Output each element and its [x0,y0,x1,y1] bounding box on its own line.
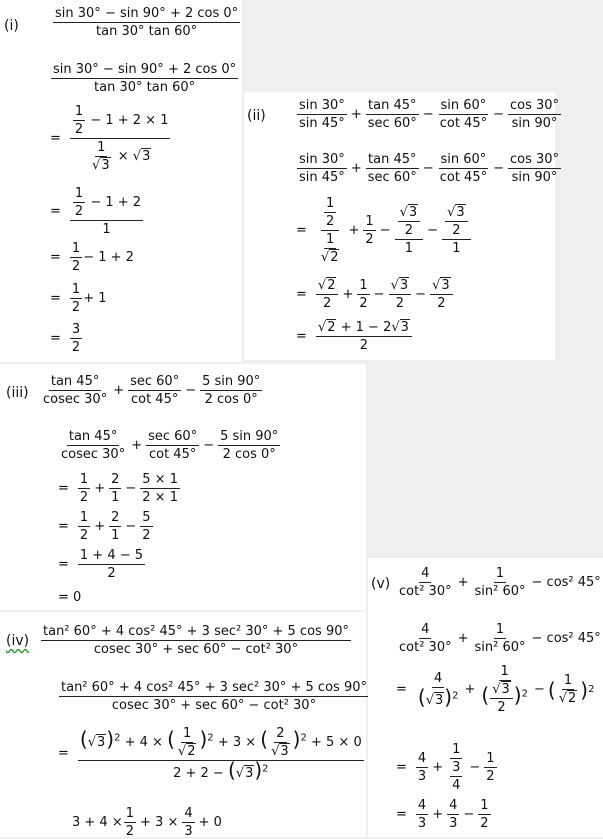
iii-question: $\frac{\tan 45^\circ}{cosec 30^\circ}$ + $\frac{\sec 60^\circ}{\cot 45^\circ}$ − $\frac{5 \sin 90^\circ}{2 \cos 0^\circ}$ [43,374,261,407]
iii-step0: $\frac{\tan 45^\circ}{cosec 30^\circ}$ + $\frac{\sec 60^\circ}{\cot 45^\circ}$ − $\frac{5 \sin 90^\circ}{2 \cos 0^\circ}$ [61,429,279,462]
iv-step0: $\frac{\text{tan² 60° + 4 cos² 45° + 3 sec² 30° + 5 cos 90°}}{\text{cosec 30° + sec 60° − cot² 30°}}$ [61,680,367,713]
ii-step0: $\frac{\sin 30^\circ}{\sin 45^\circ}$ + $\frac{\tan 45^\circ}{\sec 60^\circ}$ − $\frac{\sin 60^\circ}{\cot 45^\circ}$ − $\frac{\cos 30^\circ}{\sin 90^\circ}$ [299,152,560,185]
i-step4: = $\frac{1}{2}$ + 1 [50,282,107,315]
ii-step3: = $\frac{√2 + 1 - 2√3}{2}$ [296,320,413,353]
label-iv: (iv) [6,633,30,649]
label-ii: (ii) [247,108,266,124]
v-question: $\frac{4}{\text{cot² 30°}}$ + $\frac{1}{\text{sin² 60°}}$ − cos² 45° [399,566,601,599]
iv-step2: 3 + 4 × $\frac{1}{2}$ + 3 × $\frac{4}{3}$ + 0 [72,806,222,839]
ii-step2: = $\frac{√2}{2}$ + $\frac{1}{2}$ − $\frac{√3}{2}$ − $\frac{√3}{2}$ [296,278,454,311]
iii-step3: = $\frac{1 + 4 - 5}{2}$ [58,548,144,581]
v-step1: = $\frac{4}{(√3)^2}$ + 1 ( $\frac{√3}{2}$ )$^2$ − ( $\frac{1}{√2}$ ) 2 [396,664,595,715]
i-step3: = $\frac{1}{2}$ − 1 + 2 [50,241,134,274]
i-step5: = $\frac{3}{2}$ [50,322,81,355]
v-step2: = $\frac{4}{3}$ + $\frac{1}{\frac{3}{4}}$ − $\frac{1}{2}$ [396,742,495,793]
ii-question: $\frac{\sin 30^\circ}{\sin 45^\circ}$ + $\frac{\tan 45^\circ}{\sec 60^\circ}$ − $\frac{\sin 60^\circ}{\cot 45^\circ}$ − $\frac{\cos 30^\circ}{\sin 90^\circ}$ [299,98,560,131]
i-step2: = $\frac{1}{2}$ − 1 + 2 1 [50,186,142,237]
iii-step4: = 0 [58,590,82,605]
i-step0: $\frac{\sin 30^\circ - \sin 90^\circ + 2 \cos 0^\circ}{\tan 30^\circ \tan 60^\circ}$ [53,62,237,95]
iii-step2: = $\frac{1}{2}$ + $\frac{2}{1}$ − $\frac{5}{2}$ [58,510,151,543]
label-v: (v) [371,576,391,592]
label-iii: (iii) [6,385,29,401]
iv-step1: = $(√3)^2 + 4$ × ( $\frac{1}{√2}$ )$^2$ + 3 × ( $\frac{2}{√3}$ )$^2$ + 5 × 0 $2 + 2 - (√3)^2$ [58,726,362,782]
label-i: (i) [4,18,19,34]
iii-step1: = $\frac{1}{2}$ + $\frac{2}{1}$ − $\frac{5 \times 1}{2 \times 1}$ [58,472,178,505]
iv-question: $\frac{\text{tan² 60° + 4 cos² 45° + 3 sec² 30° + 5 cos 90°}}{\text{cosec 30° + sec 60° − cot² 30°}}$ [43,624,349,657]
ii-step1: = $\frac{\frac{1}{2}}{\frac{1}{√2}}$ + $\frac{1}{2}$ − $\frac{\frac{√3}{2}}{1}$ − $\frac{\frac{√3}{2}}{1}$ [296,196,472,265]
i-question: $\frac{\sin 30^\circ - \sin 90^\circ + 2 \cos 0^\circ}{\tan 30^\circ \tan 60^\circ}$ [55,6,239,39]
v-step0: $\frac{4}{\text{cot² 30°}}$ + $\frac{1}{\text{sin² 60°}}$ − cos² 45° [399,622,601,655]
i-step1: = $\frac{1}{2}$ − 1 + 2 × 1 $\frac{1}{√3}$ × √3 [50,104,169,173]
panel-i [0,0,242,362]
v-step3: = $\frac{4}{3}$ + $\frac{4}{3}$ − $\frac{1}{2}$ [396,798,489,831]
